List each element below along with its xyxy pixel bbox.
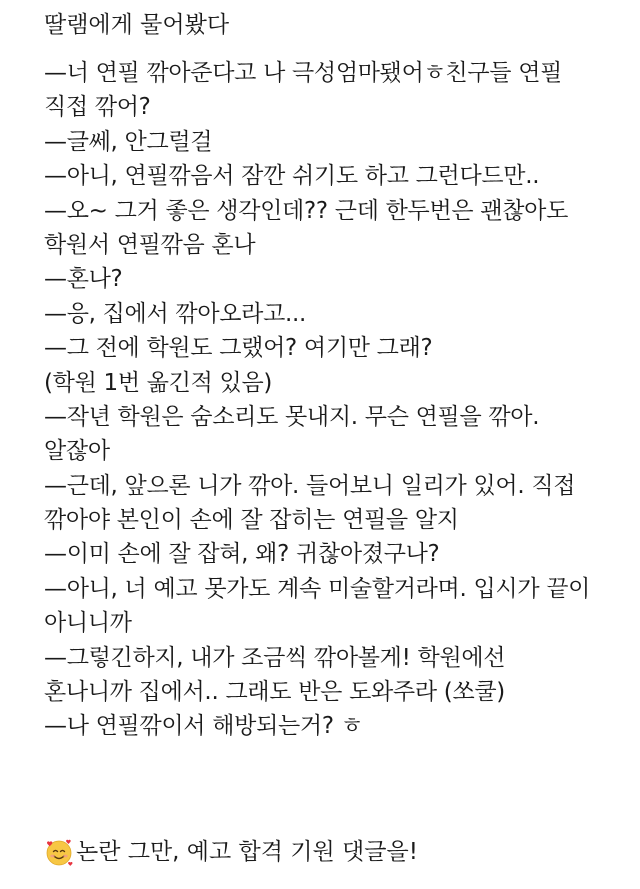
footer-message: 논란 그만, 예고 합격 기원 댓글을! <box>76 839 418 865</box>
conversation-line: —근데, 앞으론 니가 깎아. 들어보니 일리가 있어. 직접 <box>44 472 576 499</box>
conversation-line: —오~ 그거 좋은 생각인데?? 근데 한두번은 괜찮아도 <box>44 197 568 224</box>
post-title: 딸램에게 물어봤다 <box>44 12 230 38</box>
conversation-line: —글쎄, 안그럴걸 <box>44 128 213 155</box>
conversation-line: 학원서 연필깎음 혼나 <box>44 231 256 258</box>
smiling-face-with-hearts-icon <box>44 837 74 867</box>
conversation-line: 알잖아 <box>44 438 110 465</box>
conversation-line: —너 연필 깎아준다고 나 극성엄마됐어ㅎ친구들 연필 <box>44 60 563 86</box>
conversation-line: —작년 학원은 숨소리도 못내지. 무슨 연필을 깎아. <box>44 403 540 430</box>
conversation-line: —그렇긴하지, 내가 조금씩 깎아볼게! 학원에선 <box>44 644 506 671</box>
conversation-line: —아니, 너 예고 못가도 계속 미술할거라며. 입시가 끝이 <box>44 575 591 602</box>
conversation-line: —그 전에 학원도 그랬어? 여기만 그래? <box>44 335 433 362</box>
conversation-line: 직접 깎어? <box>44 94 151 121</box>
conversation-lines <box>44 56 616 744</box>
conversation-line: 깎아야 본인이 손에 잘 잡히는 연필을 알지 <box>44 507 459 534</box>
conversation-line: (학원 1번 옮긴적 있음) <box>44 369 273 396</box>
conversation-line: 아니니까 <box>44 610 132 637</box>
post-footer <box>44 834 418 870</box>
conversation-line: —아니, 연필깎음서 잠깐 쉬기도 하고 그런다드만.. <box>44 163 540 190</box>
conversation-line: —혼나? <box>44 266 123 293</box>
conversation-line: —이미 손에 잘 잡혀, 왜? 귀찮아졌구나? <box>44 541 440 568</box>
conversation-line: —응, 집에서 깎아오라고... <box>44 300 307 327</box>
conversation-line: —나 연필깎이서 해방되는거? ㅎ <box>44 713 363 740</box>
conversation-line: 혼나니까 집에서.. 그래도 반은 도와주라 (쏘쿨) <box>44 679 505 706</box>
